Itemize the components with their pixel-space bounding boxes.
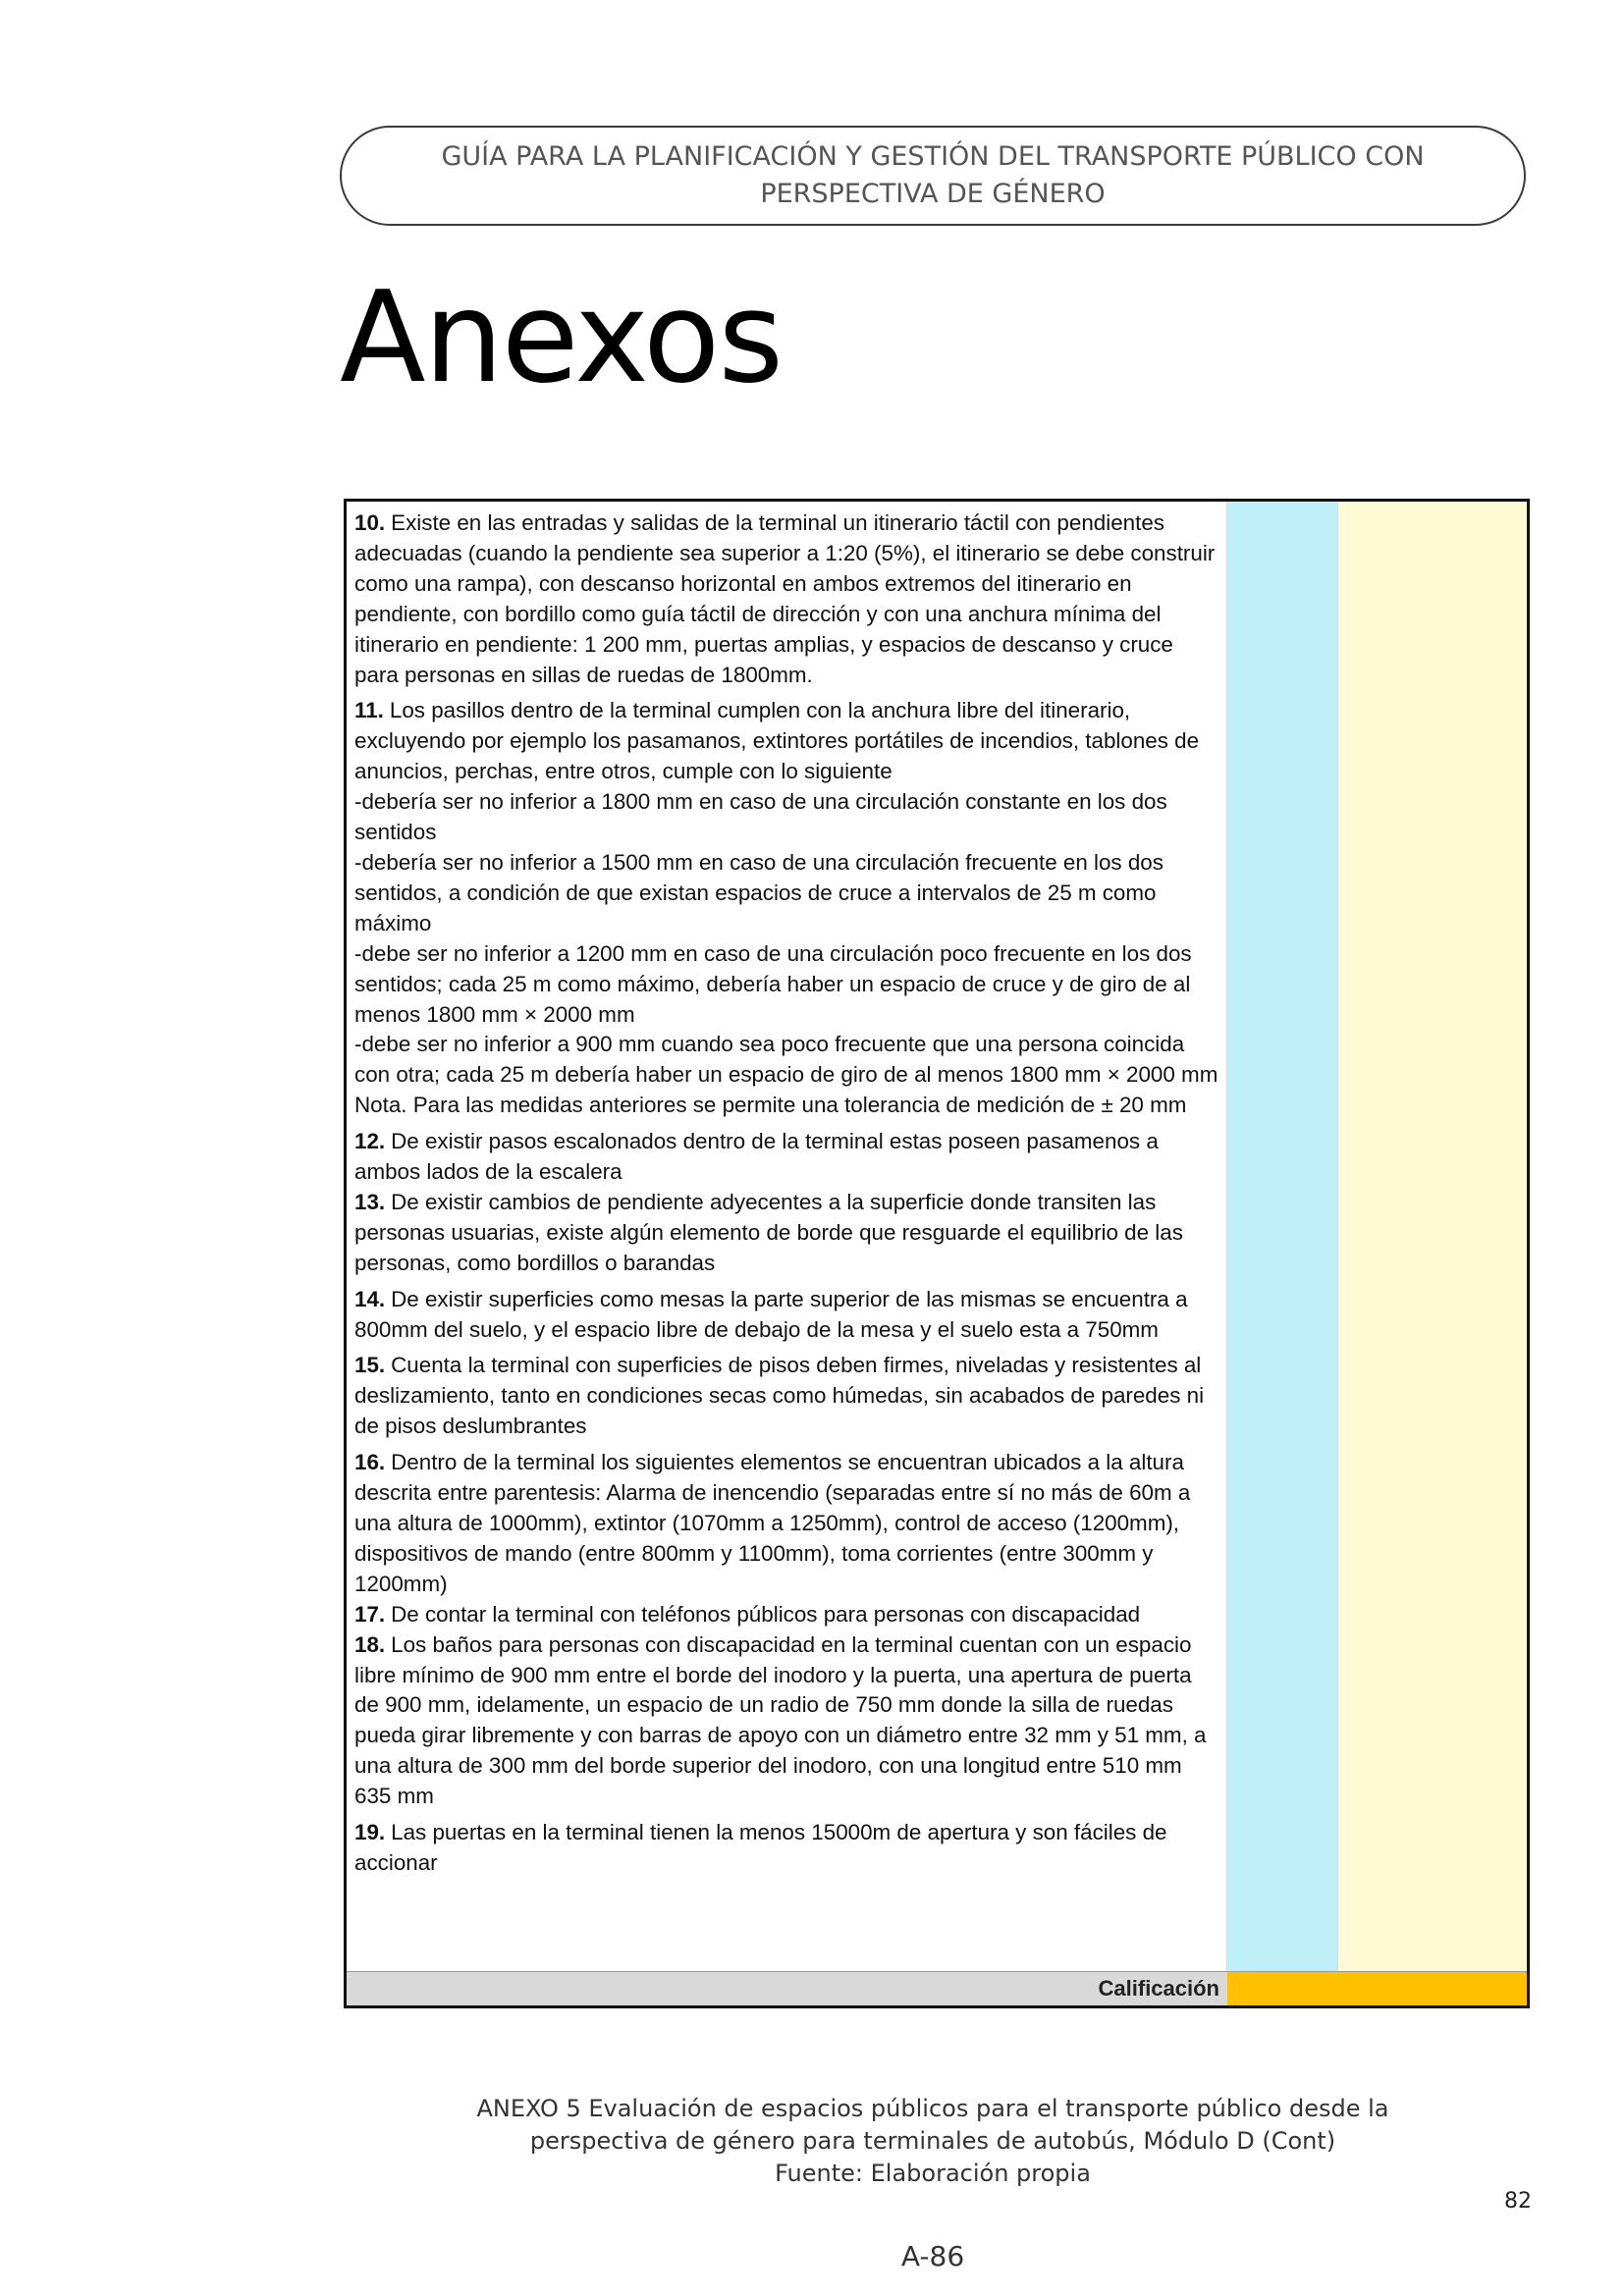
criterion-text: Cuenta la terminal con superficies de pisos deben firmes, niveladas y resistentes al deslizamiento, tanto en condiciones secas como húmedas, sin acabados de paredes ni de pisos deslumbrantes	[354, 1353, 1205, 1439]
criterion-19	[354, 1818, 1218, 1879]
criterion-text: Existe en las entradas y salidas de la terminal un itinerario táctil con pendientes adecuadas (cuando la pendiente sea superior a 1:20 (5%), el itinerario se debe construir como una rampa), con descanso horizontal en ambos extremos del itinerario en pendiente, con bordillo como guía táctil de dirección y con una anchura mínima del itinerario en pendiente: 1 200 mm, puertas amplias, y espacios de descanso y cruce para personas en sillas de ruedas de 1800mm.	[354, 510, 1216, 687]
criterion-text: Dentro de la terminal los siguientes elementos se encuentran ubicados a la altura descrita entre parentesis: Alarma de inencendio (separadas entre sí no más de 60m a una altura de 1000mm), extintor (1070mm a 1250mm), control de acceso (1200mm), dispositivos de mando (entre 800mm y 1100mm), toma corrientes (entre 300mm y 1200mm)	[354, 1450, 1191, 1596]
criterion-number: 11.	[354, 698, 384, 723]
header-line-2: PERSPECTIVA DE GÉNERO	[760, 179, 1106, 209]
criterion-number: 19.	[354, 1820, 386, 1845]
criterion-12	[354, 1127, 1218, 1188]
criterion-text: De existir superficies como mesas la parte superior de las mismas se encuentra a 800mm del suelo, y el espacio libre de debajo de la mesa y el suelo esta a 750mm	[354, 1286, 1188, 1342]
criterion-number: 17.	[354, 1601, 386, 1627]
score-column-blue	[1227, 502, 1338, 1971]
figure-caption	[340, 2093, 1526, 2190]
criterion-16	[354, 1448, 1218, 1600]
score-row	[347, 1971, 1527, 2005]
header-line-1: GUÍA PARA LA PLANIFICACIÓN Y GESTIÓN DEL TRANSPORTE PÚBLICO CON	[441, 141, 1425, 172]
table-body	[347, 502, 1527, 1971]
score-column-yellow	[1338, 502, 1527, 1971]
criterion-18	[354, 1630, 1218, 1812]
caption-line-1: ANEXO 5 Evaluación de espacios públicos para el transporte público desde la	[476, 2095, 1389, 2122]
criterion-text: Los baños para personas con discapacidad en la terminal cuentan con un espacio libre mínimo de 900 mm entre el borde del inodoro y la puerta, una apertura de puerta de 900 mm, idelamente, un espacio de un radio de 750 mm donde la silla de ruedas pueda girar libremente y con barras de apoyo con un diámetro entre 32 mm y 51 mm, a una altura de 300 mm del borde superior del inodoro, con una longitud entre 510 mm 635 mm	[354, 1631, 1207, 1809]
criterion-text: Los pasillos dentro de la terminal cumplen con la anchura libre del itinerario, excluyendo por ejemplo los pasamanos, extintores portátiles de incendios, tablones de anuncios, perchas, entre otros, cumple con lo siguiente -debería ser no inferior a 1800 mm en caso de una circulación constante en los dos sentidos -debería ser no inferior a 1500 mm en caso de una circulación frecuente en los dos sentidos, a condición de que existan espacios de cruce a intervalos de 25 m como máximo -debe ser no inferior a 1200 mm en caso de una circulación poco frecuente en los dos sentidos; cada 25 m como máximo, debería haber un espacio de cruce y de giro de al menos 1800 mm × 2000 mm -debe ser no inferior a 900 mm cuando sea poco frecuente que una persona coincida con otra; cada 25 m debería haber un espacio de giro de al menos 1800 mm × 2000 mm Nota. Para las medidas anteriores se permite una tolerancia de medición de ± 20 mm	[354, 698, 1218, 1118]
criterion-number: 18.	[354, 1631, 386, 1657]
criterion-text: Las puertas en la terminal tienen la menos 15000m de apertura y son fáciles de accionar	[354, 1820, 1167, 1875]
criterion-14	[354, 1285, 1218, 1346]
evaluation-table	[344, 499, 1530, 2008]
criterion-text: De existir pasos escalonados dentro de la terminal estas poseen pasamenos a ambos lados de la escalera	[354, 1129, 1159, 1185]
criterion-11	[354, 696, 1218, 1121]
criterion-text: De contar la terminal con teléfonos públicos para personas con discapacidad	[391, 1601, 1141, 1627]
criterion-17	[354, 1600, 1218, 1630]
criterion-number: 14.	[354, 1286, 386, 1311]
criterion-number: 15.	[354, 1353, 386, 1378]
document-header	[340, 126, 1526, 226]
page-number: 82	[1504, 2189, 1532, 2214]
annex-page-label: A-86	[900, 2240, 965, 2272]
score-label: Calificación	[347, 1972, 1227, 2005]
criterion-10	[354, 508, 1218, 690]
criterion-number: 16.	[354, 1450, 386, 1475]
criterion-number: 13.	[354, 1189, 386, 1214]
criterion-15	[354, 1351, 1218, 1442]
criterion-13	[354, 1188, 1218, 1279]
criterion-number: 10.	[354, 510, 386, 535]
criterion-text: De existir cambios de pendiente adyecentes a la superficie donde transiten las personas usuarias, existe algún elemento de borde que resguarde el equilibrio de las personas, como bordillos o barandas	[354, 1189, 1183, 1275]
criteria-column	[347, 502, 1227, 1971]
caption-line-3: Fuente: Elaboración propia	[775, 2160, 1091, 2187]
score-value-cell	[1227, 1972, 1527, 2005]
criterion-number: 12.	[354, 1129, 386, 1154]
caption-line-2: perspectiva de género para terminales de autobús, Módulo D (Cont)	[529, 2127, 1336, 2155]
page-title: Anexos	[340, 265, 782, 411]
